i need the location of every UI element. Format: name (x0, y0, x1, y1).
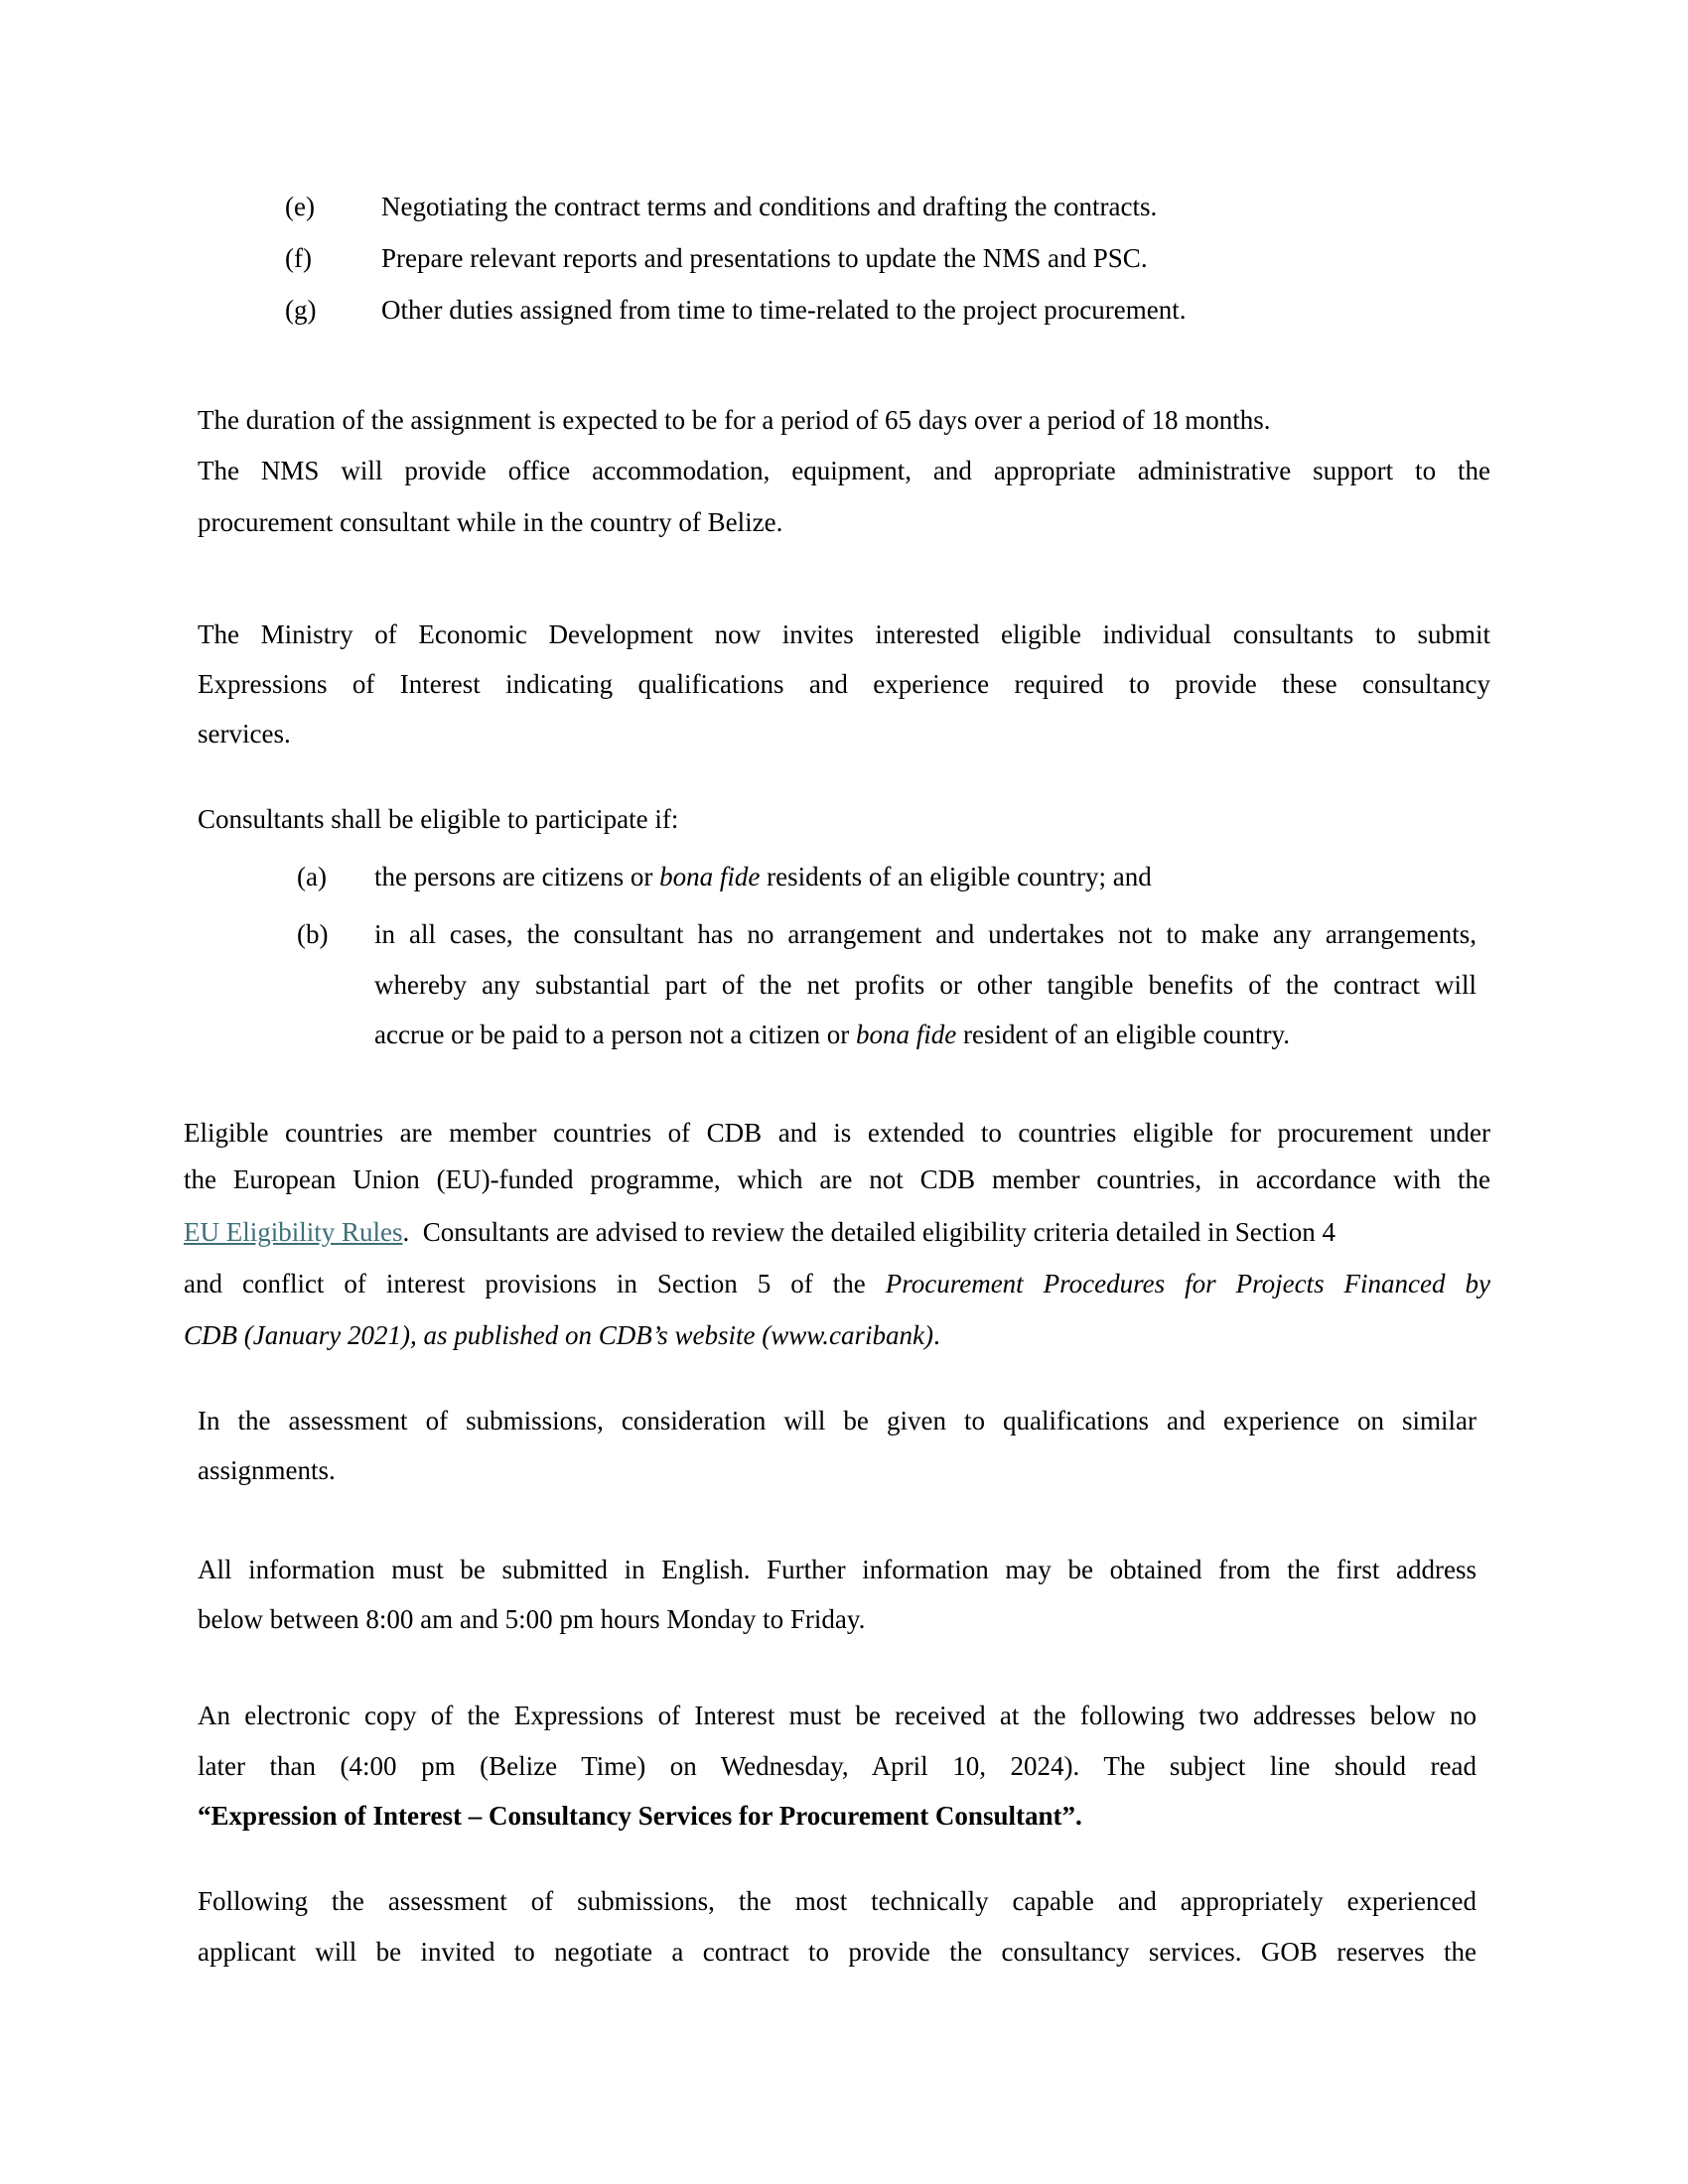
procurement-procedures-citation: CDB (January 2021), as published on CDB’s website (www.caribank) (184, 1320, 933, 1350)
condition-b-line-3-pre: accrue or be paid to a person not a citizen or (374, 1020, 857, 1049)
subject-line-text: “Expression of Interest – Consultancy Services for Procurement Consultant” (198, 1801, 1075, 1831)
information-line-2: below between 8:00 am and 5:00 pm hours Monday to Friday. (198, 1604, 866, 1634)
submission-line-3 (198, 1801, 1082, 1831)
countries-line-2: the European Union (EU)-funded programme, which are not CDB member countries, in accordance with the (184, 1164, 1490, 1194)
eligibility-intro: Consultants shall be eligible to participate if: (198, 804, 679, 834)
condition-b-line-3 (374, 1020, 1290, 1049)
condition-b-line-2: whereby any substantial part of the net profits or other tangible benefits of the contract will (374, 970, 1477, 1000)
invitation-line-2: Expressions of Interest indicating qualifications and experience required to provide these consultancy (198, 669, 1490, 699)
submission-line-2: later than (4:00 pm (Belize Time) on Wednesday, April 10, 2024). The subject line should read (198, 1751, 1477, 1781)
list-item-f: Prepare relevant reports and presentations to update the NMS and PSC. (381, 243, 1148, 273)
eu-eligibility-rules-link[interactable]: EU Eligibility Rules (184, 1217, 403, 1247)
countries-line-5-post: . (932, 1320, 940, 1350)
assessment-line-1: In the assessment of submissions, consideration will be given to qualifications and experience on similar (198, 1406, 1477, 1435)
information-line-1: All information must be submitted in English. Further information may be obtained from the first address (198, 1555, 1477, 1584)
duration-line-2: The NMS will provide office accommodation, equipment, and appropriate administrative support to the (198, 456, 1490, 485)
countries-line-3 (184, 1217, 1490, 1247)
condition-label-a: (a) (297, 862, 327, 891)
countries-line-4-pre: and conflict of interest provisions in Section 5 of the (184, 1269, 886, 1298)
list-item-g: Other duties assigned from time to time-related to the project procurement. (381, 295, 1187, 325)
list-item-e: Negotiating the contract terms and conditions and drafting the contracts. (381, 192, 1158, 221)
bona-fide-term: bona fide (659, 862, 761, 891)
following-line-2: applicant will be invited to negotiate a contract to provide the consultancy services. GOB reserves the (198, 1937, 1477, 1967)
assessment-line-2: assignments. (198, 1455, 336, 1485)
submission-line-3-post: . (1074, 1801, 1082, 1831)
condition-b-line-1: in all cases, the consultant has no arrangement and undertakes not to make any arrangements, (374, 919, 1477, 949)
condition-label-b: (b) (297, 919, 329, 949)
following-line-1: Following the assessment of submissions, the most technically capable and appropriately experienced (198, 1886, 1477, 1916)
invitation-line-1: The Ministry of Economic Development now invites interested eligible individual consultants to submit (198, 619, 1490, 649)
countries-line-4 (184, 1269, 1490, 1298)
list-label-g: (g) (285, 295, 317, 325)
list-label-e: (e) (285, 192, 315, 221)
countries-line-3-post: . Consultants are advised to review the detailed eligibility criteria detailed in Section 4 (402, 1217, 1336, 1247)
condition-b-line-3-post: resident of an eligible country. (956, 1020, 1290, 1049)
duration-line-3: procurement consultant while in the country of Belize. (198, 507, 783, 537)
bona-fide-term: bona fide (856, 1020, 957, 1049)
countries-line-5 (184, 1320, 940, 1350)
list-label-f: (f) (285, 243, 312, 273)
condition-a (374, 862, 1152, 891)
invitation-line-3: services. (198, 719, 291, 749)
submission-line-1: An electronic copy of the Expressions of Interest must be received at the following two addresses below no (198, 1701, 1477, 1730)
condition-a-pre: the persons are citizens or (374, 862, 660, 891)
countries-line-1: Eligible countries are member countries of CDB and is extended to countries eligible for procurement under (184, 1118, 1490, 1148)
duration-line-1: The duration of the assignment is expected to be for a period of 65 days over a period of 18 months. (198, 405, 1271, 435)
condition-a-post: residents of an eligible country; and (760, 862, 1152, 891)
procurement-procedures-title: Procurement Procedures for Projects Financed by (885, 1269, 1490, 1298)
